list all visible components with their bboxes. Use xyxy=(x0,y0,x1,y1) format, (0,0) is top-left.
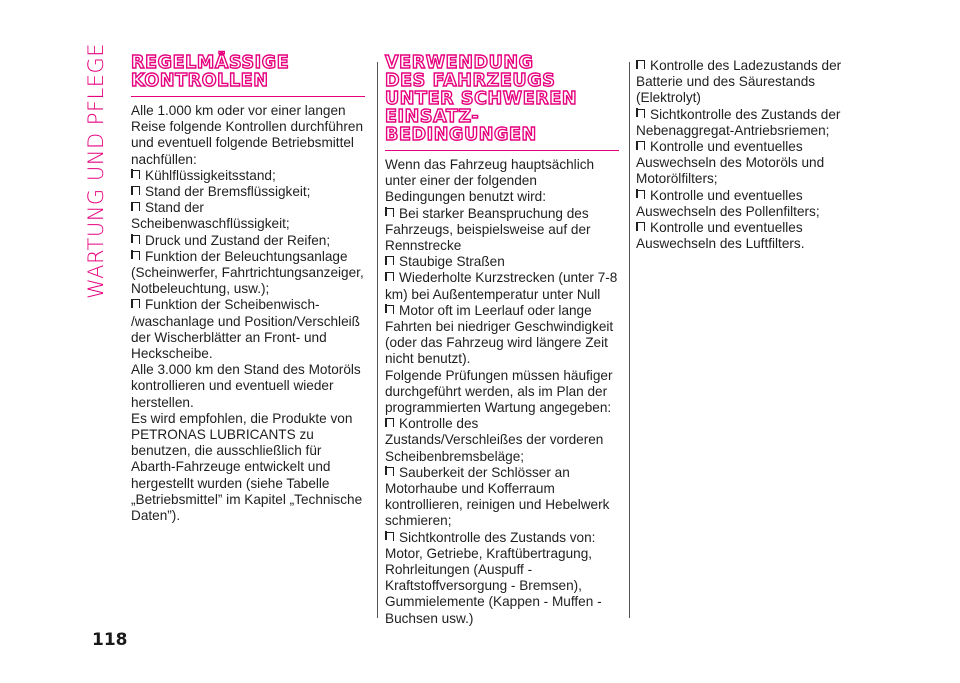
column-divider-2 xyxy=(629,62,630,618)
column-heavy-duty-use xyxy=(385,54,619,627)
section-title-text: WARTUNG UND PFLEGE xyxy=(84,42,109,300)
checkbox-bullet-icon xyxy=(636,222,645,231)
list-item: Sichtkontrolle des Zustands von: Motor, Getriebe, Kraftübertragung, Rohrleitungen (Auspuff - Kraftstoffversorgung - Bremsen), Gummielemente (Kappen - Muffen - Buchsen usw.) xyxy=(385,529,602,626)
checkbox-bullet-icon xyxy=(131,299,140,308)
heading-regular-checks: REGELMÄSSIGE KONTROLLEN xyxy=(131,54,365,97)
checkbox-bullet-icon xyxy=(385,467,394,476)
list-item: Staubige Straßen xyxy=(385,254,619,270)
intro-paragraph: Alle 1.000 km oder vor einer langen Reise folgende Kontrollen durchführen und eventuell folgende Betriebsmittel nachfüllen: xyxy=(131,103,364,167)
checkbox-bullet-icon xyxy=(636,109,645,118)
list-item: Funktion der Scheibenwisch- /waschanlage und Position/Verschleiß der Wischerblätter an Front- und Heckscheibe. xyxy=(131,297,360,362)
intro-paragraph: Wenn das Fahrzeug hauptsächlich unter einer der folgenden Bedingungen benutzt wird: xyxy=(385,157,595,205)
section-side-title xyxy=(78,40,114,302)
list-item: Kühlflüssigkeitsstand; xyxy=(131,168,365,184)
list-item: Bei starker Beanspruchung des Fahrzeugs, beispielsweise auf der Rennstrecke xyxy=(385,205,591,254)
checkbox-bullet-icon xyxy=(636,141,645,150)
checkbox-bullet-icon xyxy=(131,235,140,244)
checkbox-bullet-icon xyxy=(636,60,645,69)
checkbox-bullet-icon xyxy=(131,202,140,211)
page-number: 118 xyxy=(92,630,128,650)
paragraph-oil-check: Alle 3.000 km den Stand des Motoröls kontrollieren und eventuell wieder herstellen. xyxy=(131,362,361,410)
column-regular-checks xyxy=(131,54,365,524)
list-item: Kontrolle und eventuelles Auswechseln des Motoröls und Motorölfilters; xyxy=(636,139,825,187)
checkbox-bullet-icon xyxy=(131,186,140,195)
heading-heavy-duty-use: VERWENDUNG DES FAHRZEUGS UNTER SCHWEREN EINSATZ- BEDINGUNGEN xyxy=(385,54,619,151)
column-divider-1 xyxy=(377,62,378,618)
list-item: Druck und Zustand der Reifen; xyxy=(131,233,365,249)
list-item: Stand der Scheibenwaschflüssigkeit; xyxy=(131,200,290,232)
paragraph-frequent-checks: Folgende Prüfungen müssen häufiger durchgeführt werden, als im Plan der programmierten Wartung angegeben: xyxy=(385,367,613,416)
checkbox-bullet-icon xyxy=(385,305,394,314)
paragraph-recommendation: Es wird empfohlen, die Produkte von PETRONAS LUBRICANTS zu benutzen, die ausschließlich für Abarth-Fahrzeuge entwickelt und hergestellt wurden (siehe Tabelle „Betriebsmittel” im Kapitel „Technische Daten”). xyxy=(131,410,363,524)
checkbox-bullet-icon xyxy=(385,418,394,427)
list-item: Kontrolle des Ladezustands der Batterie und des Säurestands (Elektrolyt) xyxy=(636,58,842,106)
list-item: Motor oft im Leerlauf oder lange Fahrten bei niedriger Geschwindigkeit (oder das Fahrzeug wird längere Zeit nicht benutzt). xyxy=(385,302,614,367)
checkbox-bullet-icon xyxy=(131,170,140,179)
list-item: Sichtkontrolle des Zustands der Nebenaggregat-Antriebsriemen; xyxy=(636,106,841,138)
list-item: Funktion der Beleuchtungsanlage (Scheinwerfer, Fahrtrichtungsanzeiger, Notbeleuchtung, usw.); xyxy=(131,248,364,297)
list-item: Kontrolle des Zustands/Verschleißes der vorderen Scheibenbremsbeläge; xyxy=(385,416,604,464)
list-item: Sauberkeit der Schlösser an Motorhaube und Kofferraum kontrollieren, reinigen und Hebelwerk schmieren; xyxy=(385,464,610,529)
checkbox-bullet-icon xyxy=(385,256,394,265)
list-item: Stand der Bremsflüssigkeit; xyxy=(131,184,365,200)
checkbox-bullet-icon xyxy=(131,251,140,260)
checkbox-bullet-icon xyxy=(385,272,394,281)
list-item: Kontrolle und eventuelles Auswechseln des Pollenfilters; xyxy=(636,187,820,219)
checkbox-bullet-icon xyxy=(385,532,394,541)
column-continued-checks xyxy=(636,58,870,252)
checkbox-bullet-icon xyxy=(385,208,394,217)
list-item: Wiederholte Kurzstrecken (unter 7-8 km) bei Außentemperatur unter Null xyxy=(385,270,618,302)
list-item: Kontrolle und eventuelles Auswechseln des Luftfilters. xyxy=(636,220,805,252)
checkbox-bullet-icon xyxy=(636,190,645,199)
